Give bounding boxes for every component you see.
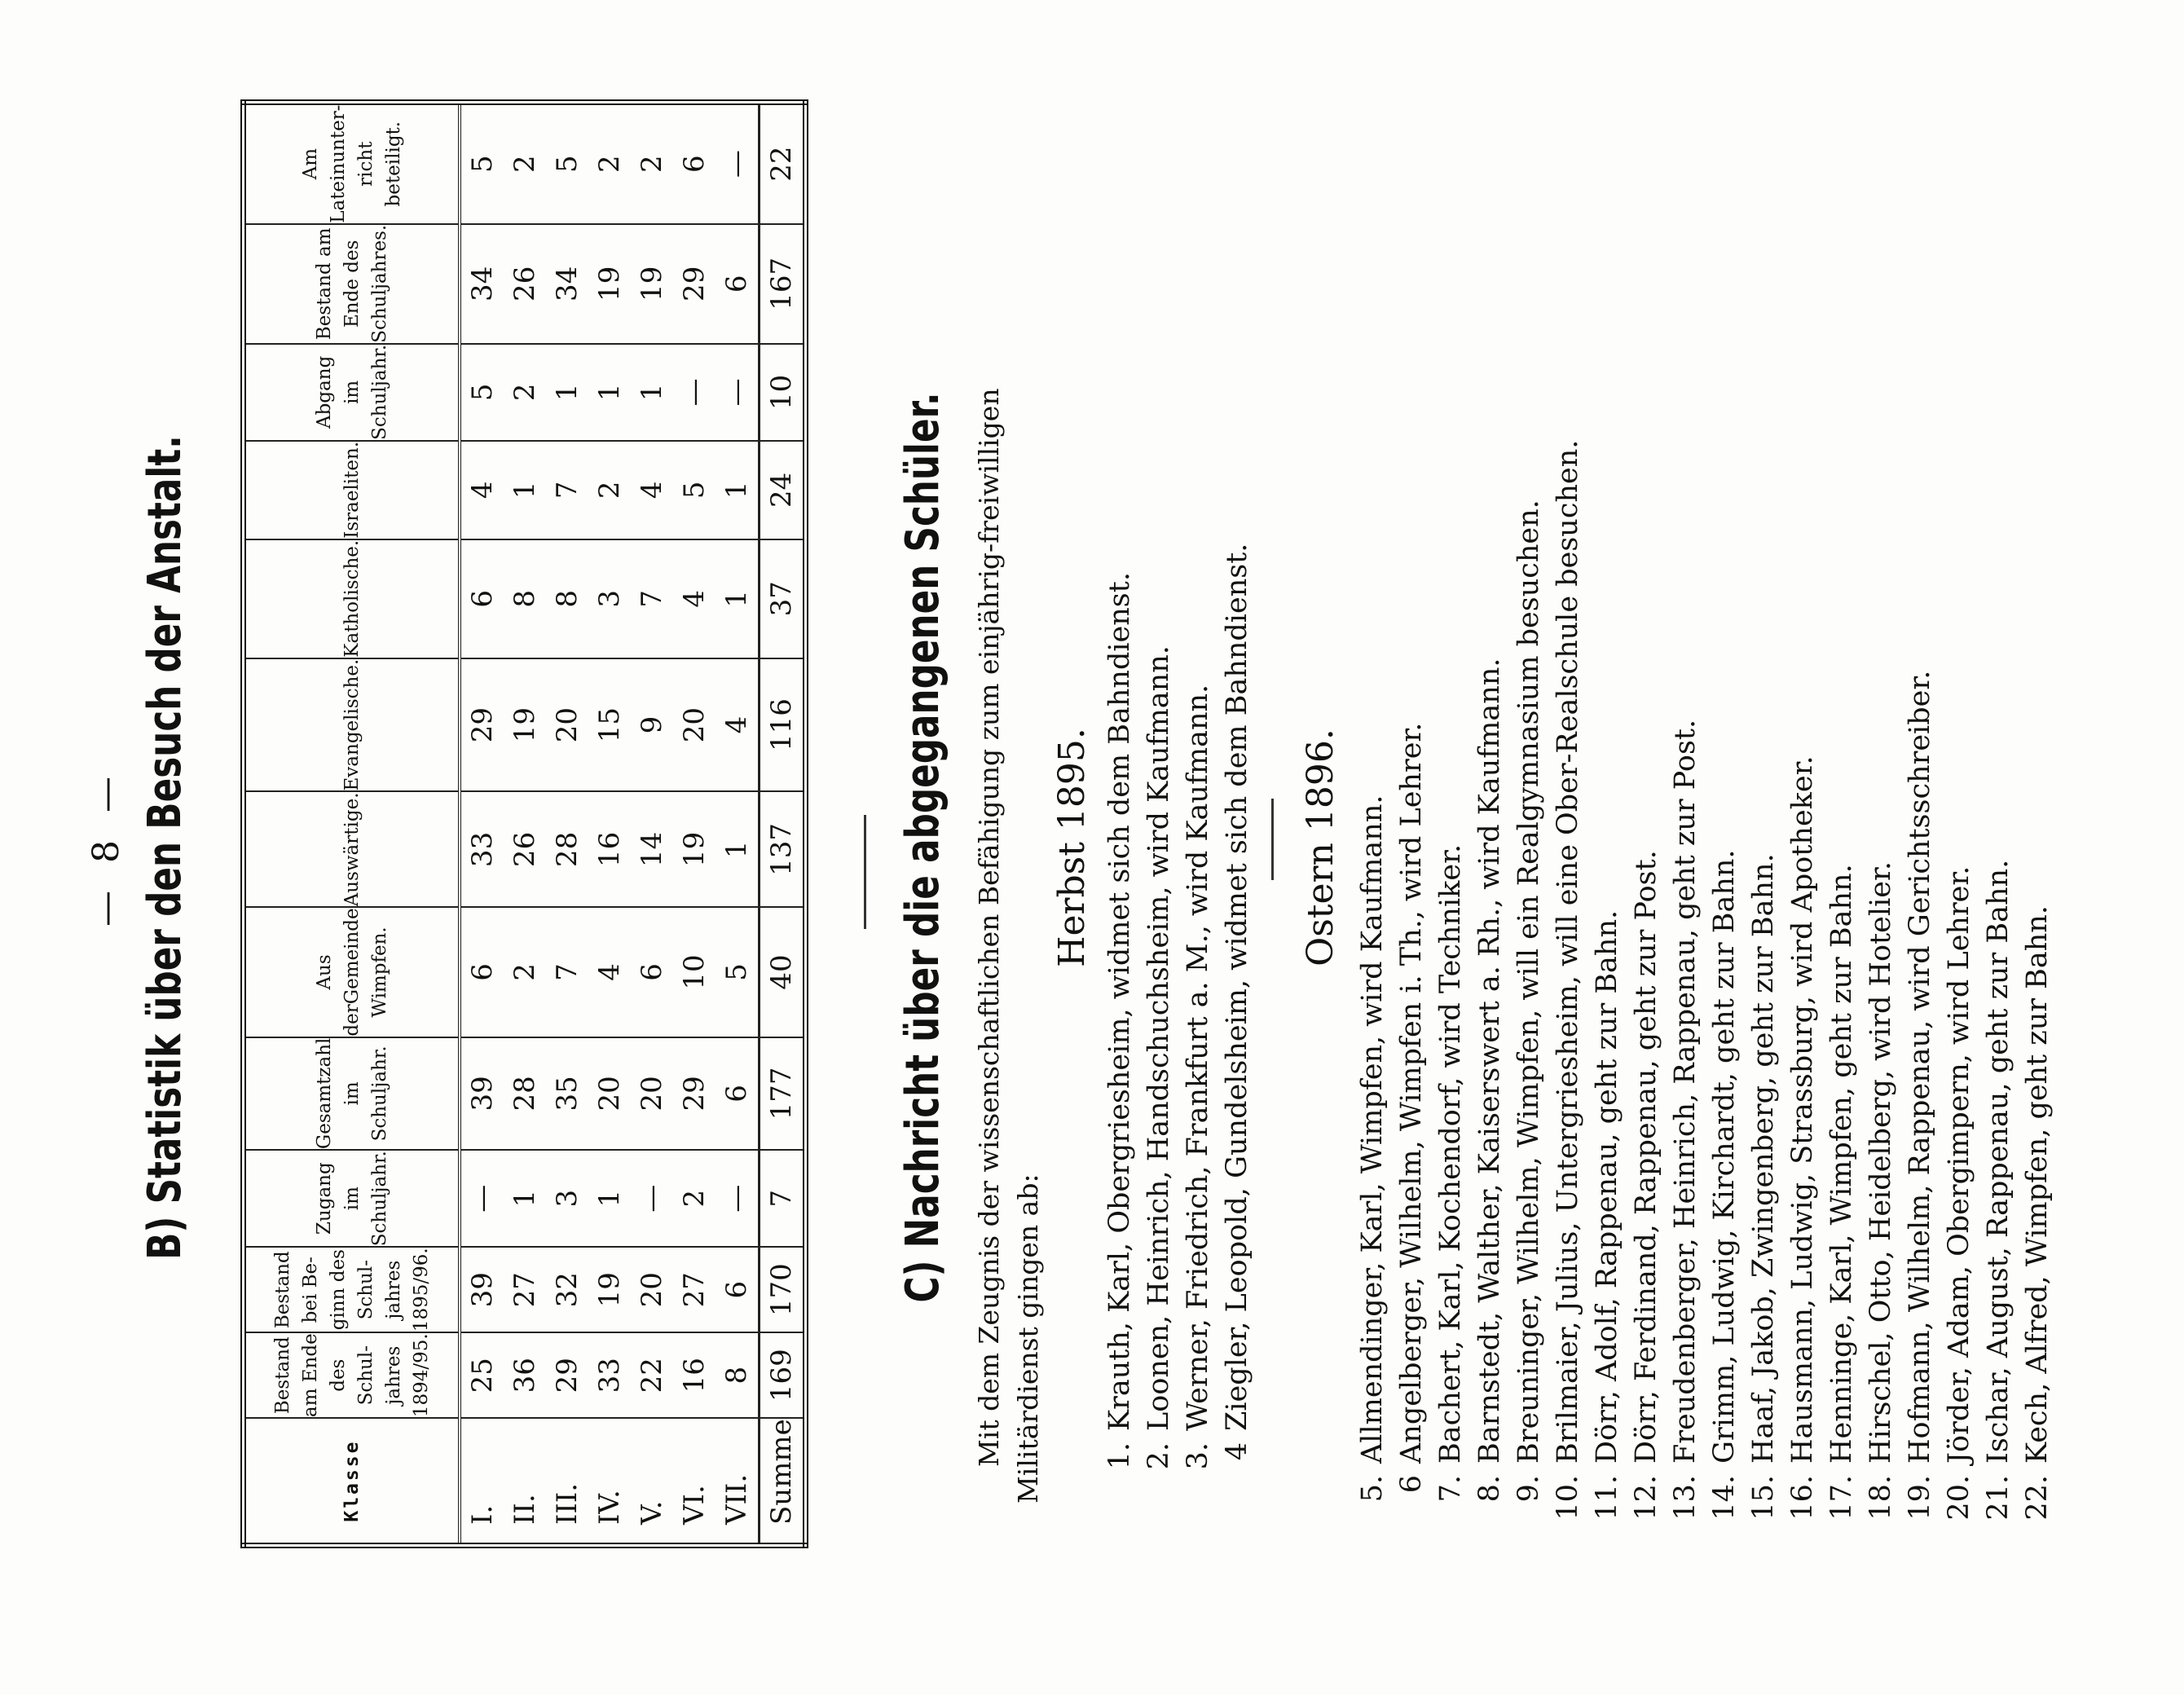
section-c-title: C) Nachricht über die abgegangenen Schüler.	[896, 392, 949, 1303]
table-cell: 19	[588, 224, 631, 344]
entry-number: 17.	[1825, 1475, 1858, 1521]
header-auswaertige: Auswärtige.	[244, 791, 460, 907]
table-cell: 169	[760, 1332, 806, 1418]
table-cell: 20	[631, 1247, 673, 1332]
table-cell: 10	[673, 907, 716, 1037]
entry-number: 14.	[1708, 1475, 1741, 1521]
table-cell: 33	[460, 791, 504, 907]
table-cell: —	[460, 1150, 504, 1247]
list-item	[1392, 440, 1431, 1532]
table-cell: 24	[760, 441, 806, 539]
table-row	[588, 102, 631, 1545]
table-cell: V.	[636, 1500, 668, 1525]
list-item	[1178, 544, 1217, 1499]
table-cell: 177	[760, 1037, 806, 1151]
header-aus-gemeinde: Aus derGemeinde Wimpfen.	[244, 907, 460, 1037]
table-cell: —	[673, 344, 716, 441]
table-cell: 5	[673, 441, 716, 539]
ostern-list	[1353, 440, 2057, 1532]
table-cell: 28	[504, 1037, 546, 1151]
table-cell: —	[716, 1150, 760, 1247]
table-cell: III.	[551, 1482, 583, 1525]
list-item	[2018, 440, 2057, 1532]
table-cell: 9	[631, 658, 673, 792]
table-cell: 4	[460, 441, 504, 539]
table-sum-row	[760, 102, 806, 1545]
entry-number: 15.	[1747, 1475, 1780, 1521]
ostern-heading: Ostern 1896.	[1300, 729, 1341, 966]
list-item	[1627, 440, 1666, 1532]
entry-text: Henninge, Karl, Wimpfen, geht zur Bahn.	[1825, 864, 1858, 1464]
table-cell: 34	[460, 224, 504, 344]
table-cell: 10	[760, 344, 806, 441]
table-cell: 40	[760, 907, 806, 1037]
section-divider	[1271, 799, 1274, 880]
header-bestand-ende-1894-95: Bestand am Ende des Schul-jahres 1894/95.	[244, 1332, 460, 1418]
table-cell: 8	[716, 1332, 760, 1418]
table-cell: 2	[673, 1150, 716, 1247]
entry-text: Hofmann, Wilhelm, Rappenau, wird Gerichtsschreiber.	[1904, 670, 1936, 1464]
table-cell: 19	[504, 658, 546, 792]
table-cell: 39	[460, 1037, 504, 1151]
table-cell: 7	[631, 539, 673, 658]
table-cell: 5	[546, 102, 588, 224]
table-cell: 1	[588, 1150, 631, 1247]
table-cell: 20	[588, 1037, 631, 1151]
entry-text: Ischar, August, Rappenau, geht zur Bahn.	[1982, 859, 2014, 1464]
entry-text: Freudenberger, Heinrich, Rappenau, geht zur Post.	[1669, 719, 1702, 1464]
herbst-list	[1100, 544, 1257, 1499]
entry-number: 8.	[1473, 1475, 1506, 1503]
table-cell: 14	[631, 791, 673, 907]
entry-number: 22.	[2021, 1475, 2054, 1521]
list-item	[1783, 440, 1822, 1532]
table-cell: 29	[673, 1037, 716, 1151]
table-cell: II.	[509, 1494, 541, 1525]
table-cell: 3	[588, 539, 631, 658]
table-cell: I.	[460, 1418, 504, 1545]
table-cell: 33	[588, 1332, 631, 1418]
table-cell: 170	[760, 1247, 806, 1332]
entry-text: Krauth, Karl, Obergriesheim, widmet sich dem Bahndienst.	[1103, 572, 1136, 1431]
table-cell: 2	[504, 344, 546, 441]
table-cell: 20	[546, 658, 588, 792]
list-item	[1705, 440, 1744, 1532]
list-item	[1940, 440, 1979, 1532]
herbst-heading: Herbst 1895.	[1051, 728, 1093, 967]
list-item	[1587, 440, 1627, 1532]
table-cell: 6	[716, 1037, 760, 1151]
entry-text: Barnstedt, Walther, Kaiserswert a. Rh., wird Kaufmann.	[1473, 658, 1506, 1464]
table-cell: 5	[460, 102, 504, 224]
entry-number: 9.	[1513, 1475, 1545, 1503]
table-cell: 1	[716, 441, 760, 539]
table-cell: 137	[760, 791, 806, 907]
table-cell: 5	[460, 344, 504, 441]
table-cell: 1	[716, 539, 760, 658]
table-cell: 1	[631, 344, 673, 441]
entry-text: Hirschel, Otto, Heidelberg, wird Hotelier.	[1865, 861, 1897, 1464]
list-item	[1509, 440, 1548, 1532]
list-item	[1353, 440, 1392, 1532]
list-item	[1217, 544, 1257, 1499]
table-cell: 116	[760, 658, 806, 792]
entry-text: Loonen, Heinrich, Handschuchsheim, wird Kaufmann.	[1143, 645, 1175, 1431]
entry-text: Jörder, Adam, Obergimpern, wird Lehrer.	[1943, 865, 1975, 1464]
table-cell: 2	[631, 102, 673, 224]
entry-text: Allmendinger, Karl, Wimpfen, wird Kaufmann.	[1356, 795, 1389, 1464]
table-cell: VII.	[720, 1473, 753, 1525]
list-item	[1744, 440, 1783, 1532]
table-cell: 34	[546, 224, 588, 344]
table-row	[460, 102, 504, 1545]
section-b-title: B) Statistik über den Besuch der Anstalt.	[139, 435, 192, 1260]
table-cell: 1	[546, 344, 588, 441]
table-cell: 7	[546, 441, 588, 539]
header-evangelische: Evangelische.	[244, 658, 460, 792]
header-klasse: Klasse	[341, 1439, 363, 1522]
table-cell: 19	[673, 791, 716, 907]
table-row	[716, 102, 760, 1545]
entry-text: Hausmann, Ludwig, Strassburg, wird Apotheker.	[1786, 755, 1819, 1464]
list-item	[1431, 440, 1470, 1532]
entry-number: 13.	[1669, 1475, 1702, 1521]
table-cell: 5	[716, 907, 760, 1037]
entry-text: Dörr, Ferdinand, Rappenau, geht zur Post.	[1630, 850, 1662, 1464]
entry-number: 1.	[1103, 1442, 1136, 1470]
table-cell: 7	[546, 907, 588, 1037]
table-cell: Summe	[760, 1418, 806, 1545]
table-cell: 22	[760, 102, 806, 224]
table-cell: 36	[504, 1332, 546, 1418]
entry-number: 19.	[1904, 1475, 1936, 1521]
list-item	[1470, 440, 1509, 1532]
list-item	[1100, 544, 1139, 1499]
header-katholische: Katholische.	[244, 539, 460, 658]
table-cell: 6	[673, 102, 716, 224]
table-cell: 15	[588, 658, 631, 792]
table-cell: 8	[504, 539, 546, 658]
table-row	[546, 102, 588, 1545]
header-israeliten: Israeliten.	[244, 441, 460, 539]
header-abgang: Abgang im Schuljahr.	[244, 344, 460, 441]
table-cell: 20	[673, 658, 716, 792]
entry-number: 2.	[1143, 1442, 1175, 1470]
list-item	[1900, 440, 1940, 1532]
entry-number: 7.	[1434, 1475, 1467, 1503]
table-cell: 26	[504, 791, 546, 907]
table-cell: 39	[460, 1247, 504, 1332]
table-cell: 167	[760, 224, 806, 344]
table-cell: 6	[716, 1247, 760, 1332]
section-divider	[864, 815, 866, 929]
table-cell: 6	[460, 539, 504, 658]
header-gesamtzahl: Gesamtzahl im Schuljahr.	[244, 1037, 460, 1151]
table-cell: 1	[504, 441, 546, 539]
table-cell: 4	[716, 658, 760, 792]
table-row	[504, 102, 546, 1545]
table-cell: —	[716, 102, 760, 224]
list-item	[1861, 440, 1900, 1532]
table-cell: VI.	[678, 1485, 711, 1525]
entry-text: Bachert, Karl, Kochendorf, wird Techniker.	[1434, 843, 1467, 1464]
entry-text: Werner, Friedrich, Frankfurt a. M., wird Kaufmann.	[1182, 684, 1214, 1431]
entry-number: 16.	[1786, 1475, 1819, 1521]
header-latein: Am Lateinunter-richt beteiligt.	[244, 102, 460, 224]
table-cell: 4	[588, 907, 631, 1037]
list-item	[1666, 440, 1705, 1532]
table-cell: 27	[673, 1247, 716, 1332]
table-cell: 25	[460, 1332, 504, 1418]
table-row	[631, 102, 673, 1545]
table-cell: 27	[504, 1247, 546, 1332]
list-item	[1548, 440, 1587, 1532]
list-item	[1139, 544, 1178, 1499]
table-cell: 8	[546, 539, 588, 658]
table-cell: 19	[631, 224, 673, 344]
list-item	[1979, 440, 2018, 1532]
table-cell: 19	[588, 1247, 631, 1332]
table-cell: 20	[631, 1037, 673, 1151]
table-row	[673, 102, 716, 1545]
entry-number: 10.	[1552, 1475, 1584, 1521]
entry-text: Ziegler, Leopold, Gundelsheim, widmet sich dem Bahndienst.	[1221, 543, 1253, 1431]
entry-number: 18.	[1865, 1475, 1897, 1521]
entry-number: 21.	[1982, 1475, 2014, 1521]
table-cell: 37	[760, 539, 806, 658]
intro-paragraph: Mit dem Zeugnis der wissenschaftlichen Befähigung zum einjährig-freiwilligen Militärdienst gingen ab:	[973, 388, 1044, 1503]
entry-number: 3.	[1182, 1442, 1214, 1470]
table-cell: 7	[760, 1150, 806, 1247]
entry-text: Kech, Alfred, Wimpfen, geht zur Bahn.	[2021, 905, 2054, 1464]
header-bestand-ende: Bestand am Ende des Schuljahres.	[244, 224, 460, 344]
entry-number: 4	[1221, 1442, 1253, 1461]
table-cell: 1	[588, 344, 631, 441]
entry-number: 6	[1395, 1475, 1428, 1494]
table-cell: 2	[504, 102, 546, 224]
table-cell: —	[631, 1150, 673, 1247]
table-cell: 3	[546, 1150, 588, 1247]
table-cell: IV.	[593, 1490, 626, 1525]
table-cell: 2	[588, 441, 631, 539]
table-cell: 4	[631, 441, 673, 539]
entry-number: 12.	[1630, 1475, 1662, 1521]
table-cell: 1	[504, 1150, 546, 1247]
table-cell: 29	[673, 224, 716, 344]
table-cell: 32	[546, 1247, 588, 1332]
page-number: — 8 —	[86, 768, 127, 927]
table-cell: 6	[716, 224, 760, 344]
entry-number: 5.	[1356, 1475, 1389, 1503]
header-bestand-beginn-1895-96: Bestand bei Be-ginn des Schul-jahres 1895/96.	[244, 1247, 460, 1332]
list-item	[1822, 440, 1861, 1532]
table-cell: 6	[460, 907, 504, 1037]
table-cell: 2	[588, 102, 631, 224]
entry-text: Breuninger, Wilhelm, Wimpfen, will ein Realgymnasium besuchen.	[1513, 500, 1545, 1464]
entry-text: Grimm, Ludwig, Kirchardt, geht zur Bahn.	[1708, 849, 1741, 1464]
table-cell: 6	[631, 907, 673, 1037]
entry-number: 20.	[1943, 1475, 1975, 1521]
entry-text: Dörr, Adolf, Rappenau, geht zur Bahn.	[1591, 909, 1623, 1464]
table-cell: 29	[546, 1332, 588, 1418]
table-cell: 2	[504, 907, 546, 1037]
entry-text: Angelberger, Wilhelm, Wimpfen i. Th., wird Lehrer.	[1395, 722, 1428, 1464]
table-cell: 26	[504, 224, 546, 344]
entry-number: 11.	[1591, 1475, 1623, 1521]
table-cell: 16	[588, 791, 631, 907]
table-cell: 4	[673, 539, 716, 658]
table-cell: 29	[460, 658, 504, 792]
entry-text: Haaf, Jakob, Zwingenberg, geht zur Bahn.	[1747, 853, 1780, 1464]
table-cell: 22	[631, 1332, 673, 1418]
statistics-table	[240, 99, 808, 1548]
table-cell: 16	[673, 1332, 716, 1418]
entry-text: Brilmaier, Julius, Untergriesheim, will eine Ober-Realschule besuchen.	[1552, 439, 1584, 1464]
table-cell: —	[716, 344, 760, 441]
table-header-row	[244, 102, 460, 1545]
table-cell: 35	[546, 1037, 588, 1151]
table-cell: 28	[546, 791, 588, 907]
header-zugang: Zugang im Schuljahr.	[244, 1150, 460, 1247]
table-cell: 1	[716, 791, 760, 907]
